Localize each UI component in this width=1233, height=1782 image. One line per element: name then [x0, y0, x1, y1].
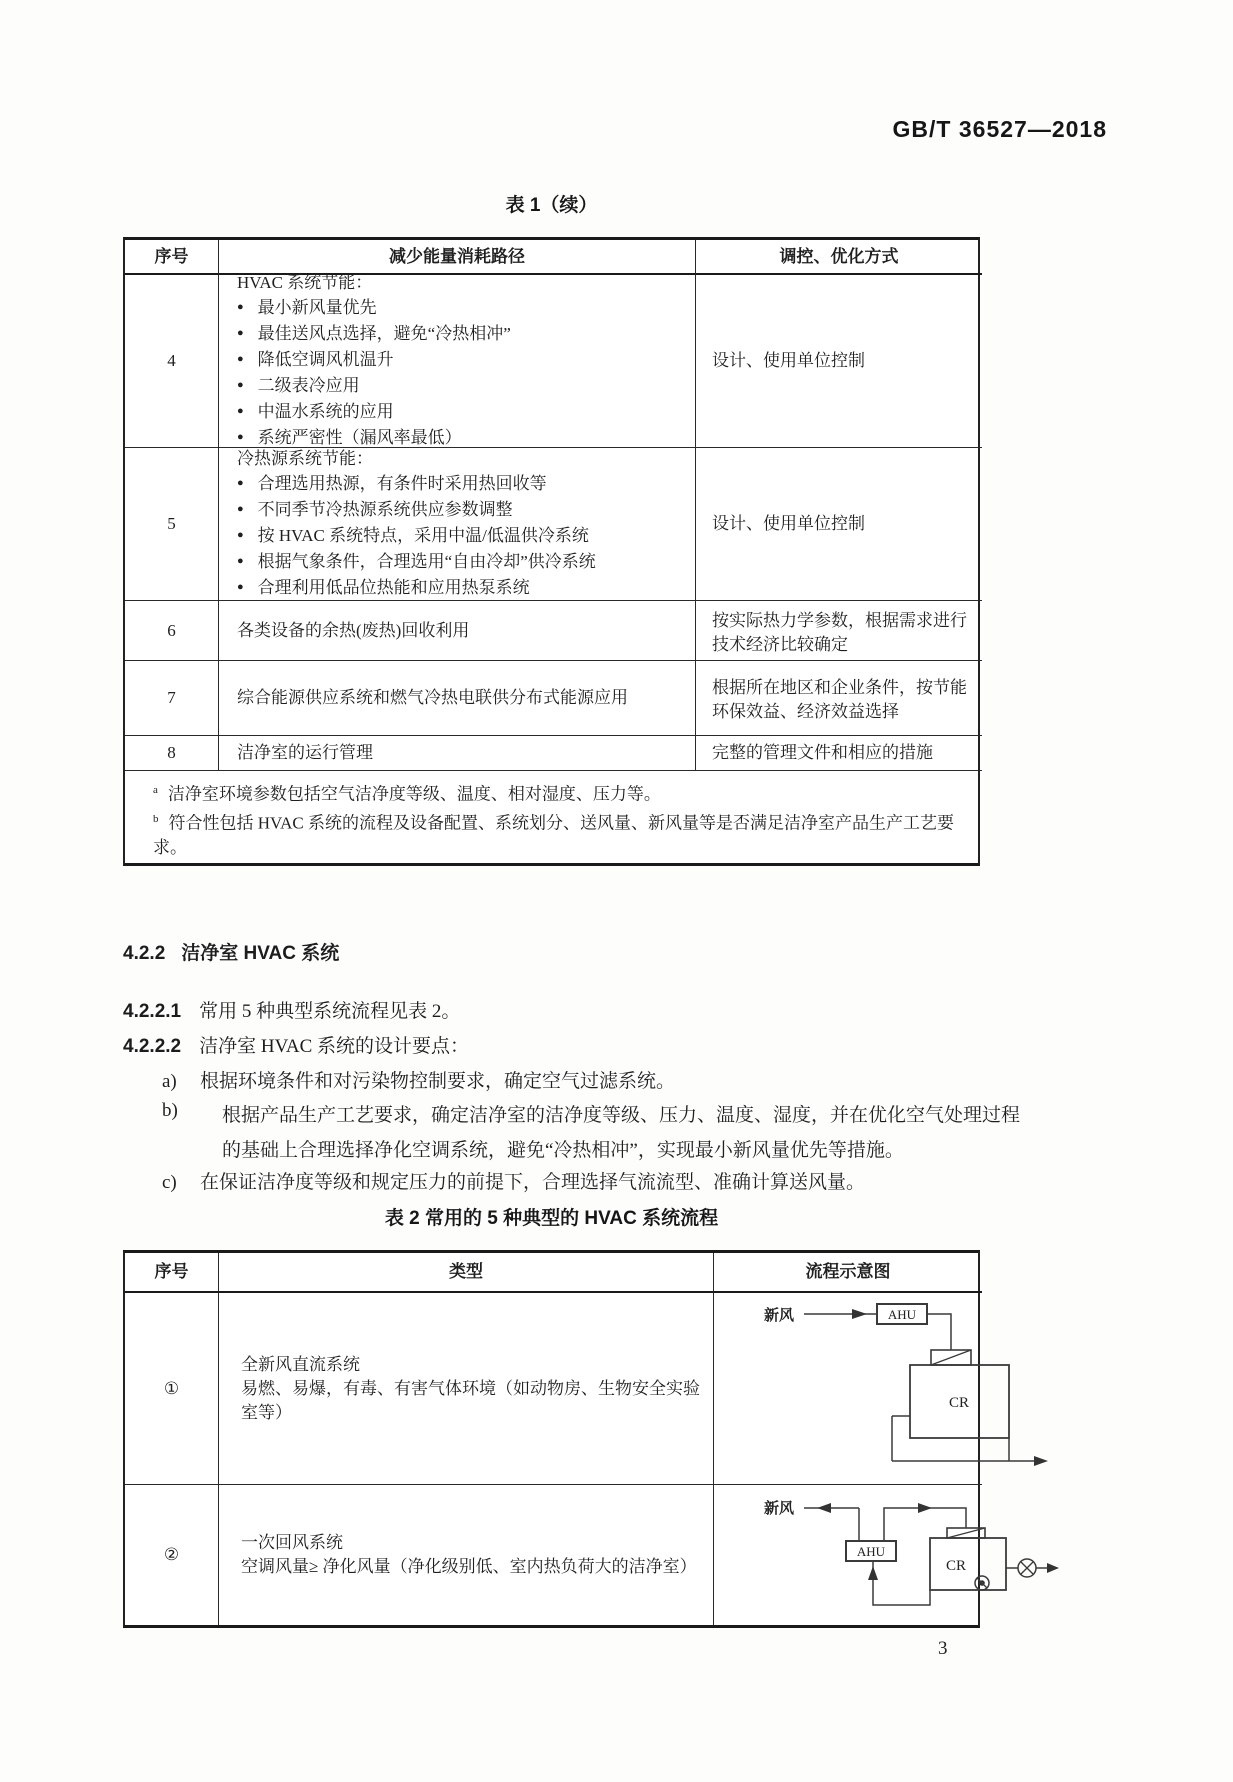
table1-row7-no: 7: [125, 661, 219, 736]
table2-row2-type: [219, 1485, 714, 1625]
table1-row8-path: 洁净室的运行管理: [219, 736, 696, 771]
list-item: [237, 498, 685, 524]
list-item: [237, 550, 685, 576]
section-title: 洁净室 HVAC 系统: [181, 943, 340, 964]
table1-row8-no: 8: [125, 736, 219, 771]
ahu-label: AHU: [887, 1307, 917, 1322]
bullet-text: 根据气象条件，合理选用“自由冷却”供冷系统: [257, 551, 596, 571]
list-item: [237, 374, 685, 400]
table2-col-header-no: 序号: [125, 1253, 219, 1293]
table1-row7-path: 综合能源供应系统和燃气冷热电联供分布式能源应用: [219, 661, 696, 736]
table1-row6-control: 按实际热力学参数，根据需求进行技术经济比较确定: [696, 601, 982, 661]
list-item: [237, 348, 685, 374]
bullet-icon: ●: [237, 352, 244, 365]
table1-row5-no: 5: [125, 448, 219, 601]
arrow-right-icon: [918, 1503, 932, 1513]
ahu-label: AHU: [856, 1544, 886, 1559]
bullet-icon: ●: [237, 326, 244, 339]
fresh-air-label: 新风: [764, 1501, 795, 1517]
bullet-text: 中温水系统的应用: [257, 401, 394, 421]
table2-row1-no: ①: [125, 1293, 219, 1485]
list-item-b-text: 根据产品生产工艺要求，确定洁净室的洁净度等级、压力、温度、湿度，并在优化空气处理过程的基础上合理选择净化空调系统，避免“冷热相冲”，实现最小新风量优先等措施。: [222, 1105, 1021, 1161]
type-desc: 空调风量≥ 净化风量（净化级别低、室内热负荷大的洁净室）: [241, 1557, 697, 1576]
footnote-a-marker: a: [153, 784, 158, 797]
table1: [123, 237, 980, 866]
item-a-label: a): [162, 1071, 177, 1092]
standard-number: GB/T 36527—2018: [892, 116, 1107, 142]
table1-col-header-path: 减少能量消耗路径: [219, 240, 696, 275]
table2-row1-diagram: [714, 1293, 982, 1485]
table2-row1-type: [219, 1293, 714, 1485]
bullet-icon: ●: [237, 300, 244, 313]
table1-row5-path: [219, 448, 696, 601]
bullet-text: 二级表冷应用: [257, 375, 360, 395]
clause-text: 常用 5 种典型系统流程见表 2。: [199, 1001, 461, 1022]
bullet-icon: ●: [237, 554, 244, 567]
table1-row5-control: 设计、使用单位控制: [696, 448, 982, 601]
footnote-a-text: 洁净室环境参数包括空气洁净度等级、温度、相对湿度、压力等。: [167, 785, 661, 804]
footnote-b: [153, 807, 968, 860]
arrow-left-icon: [817, 1503, 831, 1513]
fresh-air-label: 新风: [764, 1308, 795, 1324]
bullet-text: 最小新风量优先: [257, 297, 377, 317]
table2-row2-no: ②: [125, 1485, 219, 1625]
arrow-right-icon: [1047, 1563, 1059, 1573]
table1-row6-path: 各类设备的余热(废热)回收利用: [219, 601, 696, 661]
bullet-icon: ●: [237, 580, 244, 593]
type-title: 一次回风系统: [241, 1533, 343, 1552]
type-title: 全新风直流系统: [241, 1354, 360, 1374]
table1-row8-control: 完整的管理文件和相应的措施: [696, 736, 982, 771]
list-item: [237, 472, 685, 498]
section-4-2-2-2: [123, 1031, 469, 1058]
arrow-up-icon: [868, 1566, 878, 1580]
bullet-icon: ●: [237, 430, 244, 443]
table2-row2-diagram: [714, 1485, 982, 1625]
arrow-right-icon: [852, 1309, 867, 1319]
table1-col-header-control: 调控、优化方式: [696, 240, 982, 275]
type-desc: 易燃、易爆，有毒、有害气体环境（如动物房、生物安全实验室等）: [241, 1378, 700, 1422]
table1-row4-no: 4: [125, 275, 219, 448]
item-a-text: 根据环境条件和对污染物控制要求，确定空气过滤系统。: [200, 1071, 676, 1092]
list-item: [237, 524, 685, 550]
bullet-icon: ●: [237, 528, 244, 541]
footnote-a: [153, 778, 968, 807]
section-4-2-2-1: [123, 996, 460, 1023]
list-item-b-label: [162, 1100, 200, 1122]
hvac-flow-diagram-2: [714, 1485, 1059, 1625]
bullet-text: 系统严密性（漏风率最低）: [257, 427, 462, 447]
table1-row6-no: 6: [125, 601, 219, 661]
footnote-b-marker: b: [153, 813, 159, 825]
table1-col-header-no: 序号: [125, 240, 219, 275]
page-number: 3: [938, 1638, 948, 1659]
bullet-text: 合理选用热源，有条件时采用热回收等: [257, 473, 547, 493]
item-c-text: 在保证洁净度等级和规定压力的前提下，合理选择气流流型、准确计算送风量。: [200, 1172, 866, 1193]
section-number: 4.2.2: [123, 943, 166, 964]
bullet-text: 降低空调风机温升: [257, 349, 394, 369]
table1-row4-path: [219, 272, 696, 448]
list-item-a: [162, 1066, 675, 1093]
table2-col-header-diagram: 流程示意图: [714, 1253, 982, 1293]
clause-number: 4.2.2.2: [123, 1036, 182, 1057]
table1-title: 表 1（续）: [505, 195, 598, 216]
cleanroom-box: [930, 1538, 1006, 1590]
bullet-icon: ●: [237, 378, 244, 391]
item-b-label: b): [162, 1100, 178, 1121]
bullet-text: 按 HVAC 系统特点，采用中温/低温供冷系统: [257, 525, 589, 545]
bullet-icon: ●: [237, 404, 244, 417]
list-item: [237, 322, 685, 348]
table1-row7-control: 根据所在地区和企业条件，按节能环保效益、经济效益选择: [696, 661, 982, 736]
bullet-icon: ●: [237, 502, 244, 515]
footnote-b-text: 符合性包括 HVAC 系统的流程及设备配置、系统划分、送风量、新风量等是否满足洁净室产品生产工艺要求。: [153, 813, 954, 857]
item-c-label: c): [162, 1172, 177, 1193]
table2-col-header-type: 类型: [219, 1253, 714, 1293]
table1-row4-control: 设计、使用单位控制: [696, 275, 982, 448]
clause-text: 洁净室 HVAC 系统的设计要点：: [199, 1036, 469, 1057]
hvac-flow-diagram-1: [714, 1293, 1059, 1485]
section-4-2-2-heading: [123, 938, 339, 965]
bullet-text: 最佳送风点选择，避免“冷热相冲”: [257, 323, 511, 343]
cr-label: CR: [948, 1395, 970, 1411]
bullet-text: 不同季节冷热源系统供应参数调整: [257, 499, 513, 519]
row4-path-title: HVAC 系统节能：: [237, 272, 373, 292]
list-item-c: [162, 1167, 865, 1194]
list-item: [237, 576, 685, 602]
table2-title: 表 2 常用的 5 种典型的 HVAC 系统流程: [384, 1208, 719, 1229]
list-item: [237, 400, 685, 426]
bullet-icon: ●: [237, 476, 244, 489]
row5-path-title: 冷热源系统节能：: [237, 448, 373, 468]
list-item: [237, 296, 685, 322]
arrow-right-icon: [1034, 1456, 1048, 1466]
cr-label: CR: [945, 1558, 967, 1574]
table2: [123, 1250, 980, 1628]
table1-footnotes: [125, 771, 982, 863]
bullet-text: 合理利用低品位热能和应用热泵系统: [257, 577, 530, 597]
clause-number: 4.2.2.1: [123, 1001, 182, 1022]
